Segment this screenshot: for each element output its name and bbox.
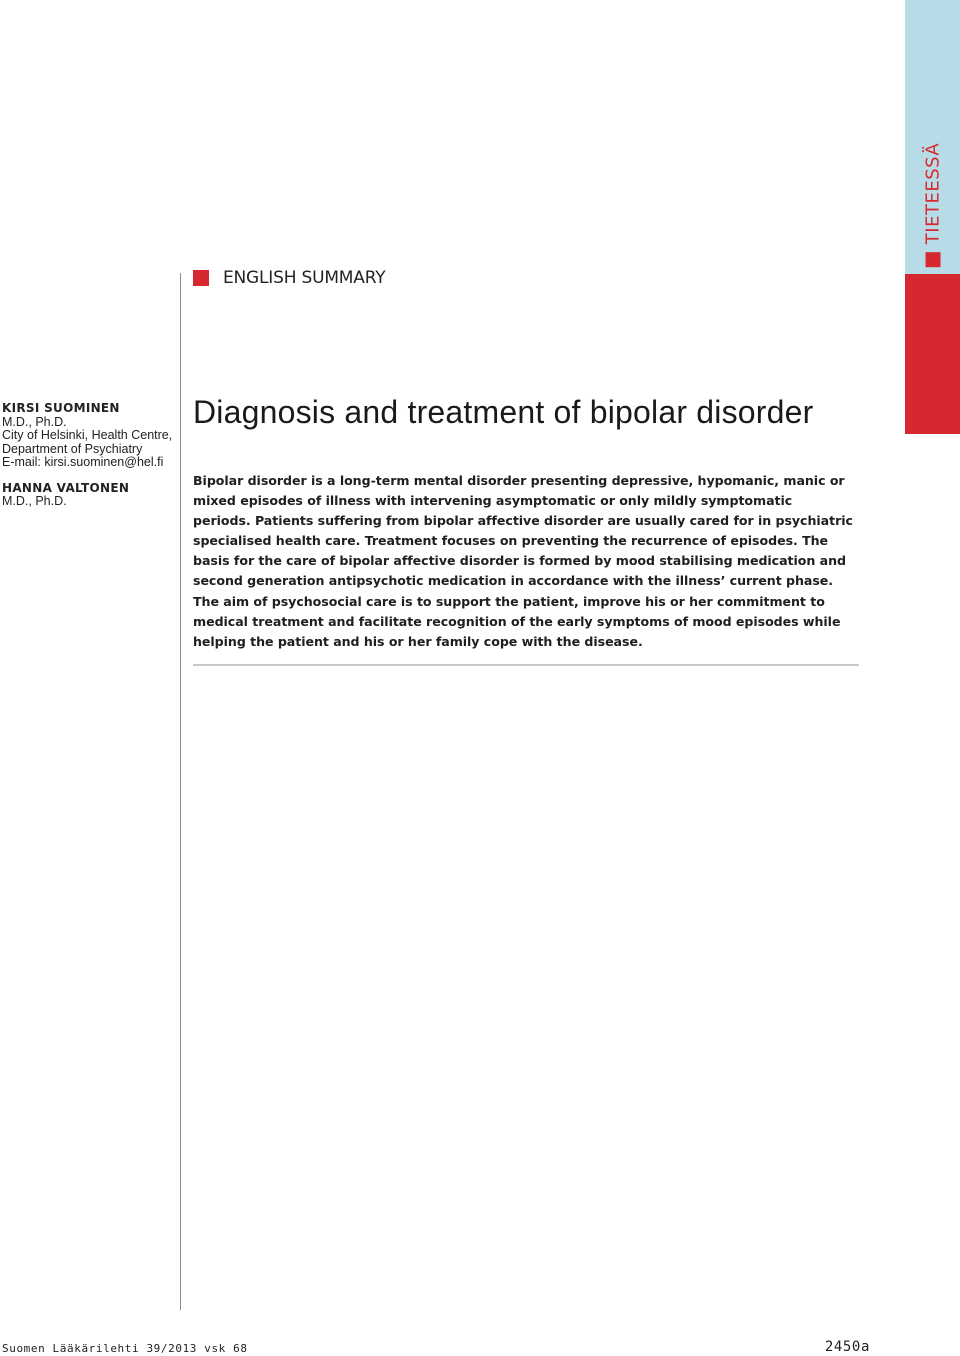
author-name: KIRSI SUOMINEN (2, 401, 120, 415)
abstract-text: Bipolar disorder is a long-term mental disorder presenting depressive, hypomanic, manic or mixed episodes of illness with intervening asymptomatic or only mildly symptomatic periods. Patients suffering from bipolar affective disorder are usually cared for in psychiatric specialised health care. Treatment focuses on preventing the recurrence of episodes. The basis for the care of bipolar affective disorder is formed by mood stabilising medication and second generation antipsychotic medication in accordance with the illness’ current phase. The aim of psychosocial care is to support the patient, improve his or her commitment to medical treatment and facilitate recognition of the early symptoms of mood episodes while helping the patient and his or her family cope with the disease. (193, 473, 853, 649)
horizontal-divider (193, 664, 859, 666)
section-header (193, 268, 385, 288)
author-list (2, 402, 172, 509)
author-name: HANNA VALTONEN (2, 480, 130, 495)
author-degree: M.D., Ph.D. (2, 414, 67, 429)
author-entry (2, 482, 172, 509)
author-affiliation: City of Helsinki, Health Centre, (2, 428, 173, 442)
side-tab-label: TIETEESSÄ (922, 142, 943, 245)
red-square-icon (193, 270, 209, 286)
author-department: Department of Psychiatry (2, 441, 143, 456)
red-square-icon (925, 252, 940, 267)
author-email: E-mail: kirsi.suominen@hel.fi (2, 455, 164, 469)
author-degree: M.D., Ph.D. (2, 494, 67, 508)
vertical-divider (180, 273, 181, 1310)
author-entry (2, 402, 172, 470)
journal-citation: Suomen Lääkärilehti 39/2013 vsk 68 (2, 1342, 248, 1355)
side-tab-accent (905, 274, 960, 434)
article-title: Diagnosis and treatment of bipolar disorder (193, 394, 814, 430)
side-tab (905, 140, 960, 270)
side-tab-label-row (922, 143, 943, 267)
page-number: 2450a (824, 1339, 870, 1355)
section-label: ENGLISH SUMMARY (223, 268, 386, 288)
